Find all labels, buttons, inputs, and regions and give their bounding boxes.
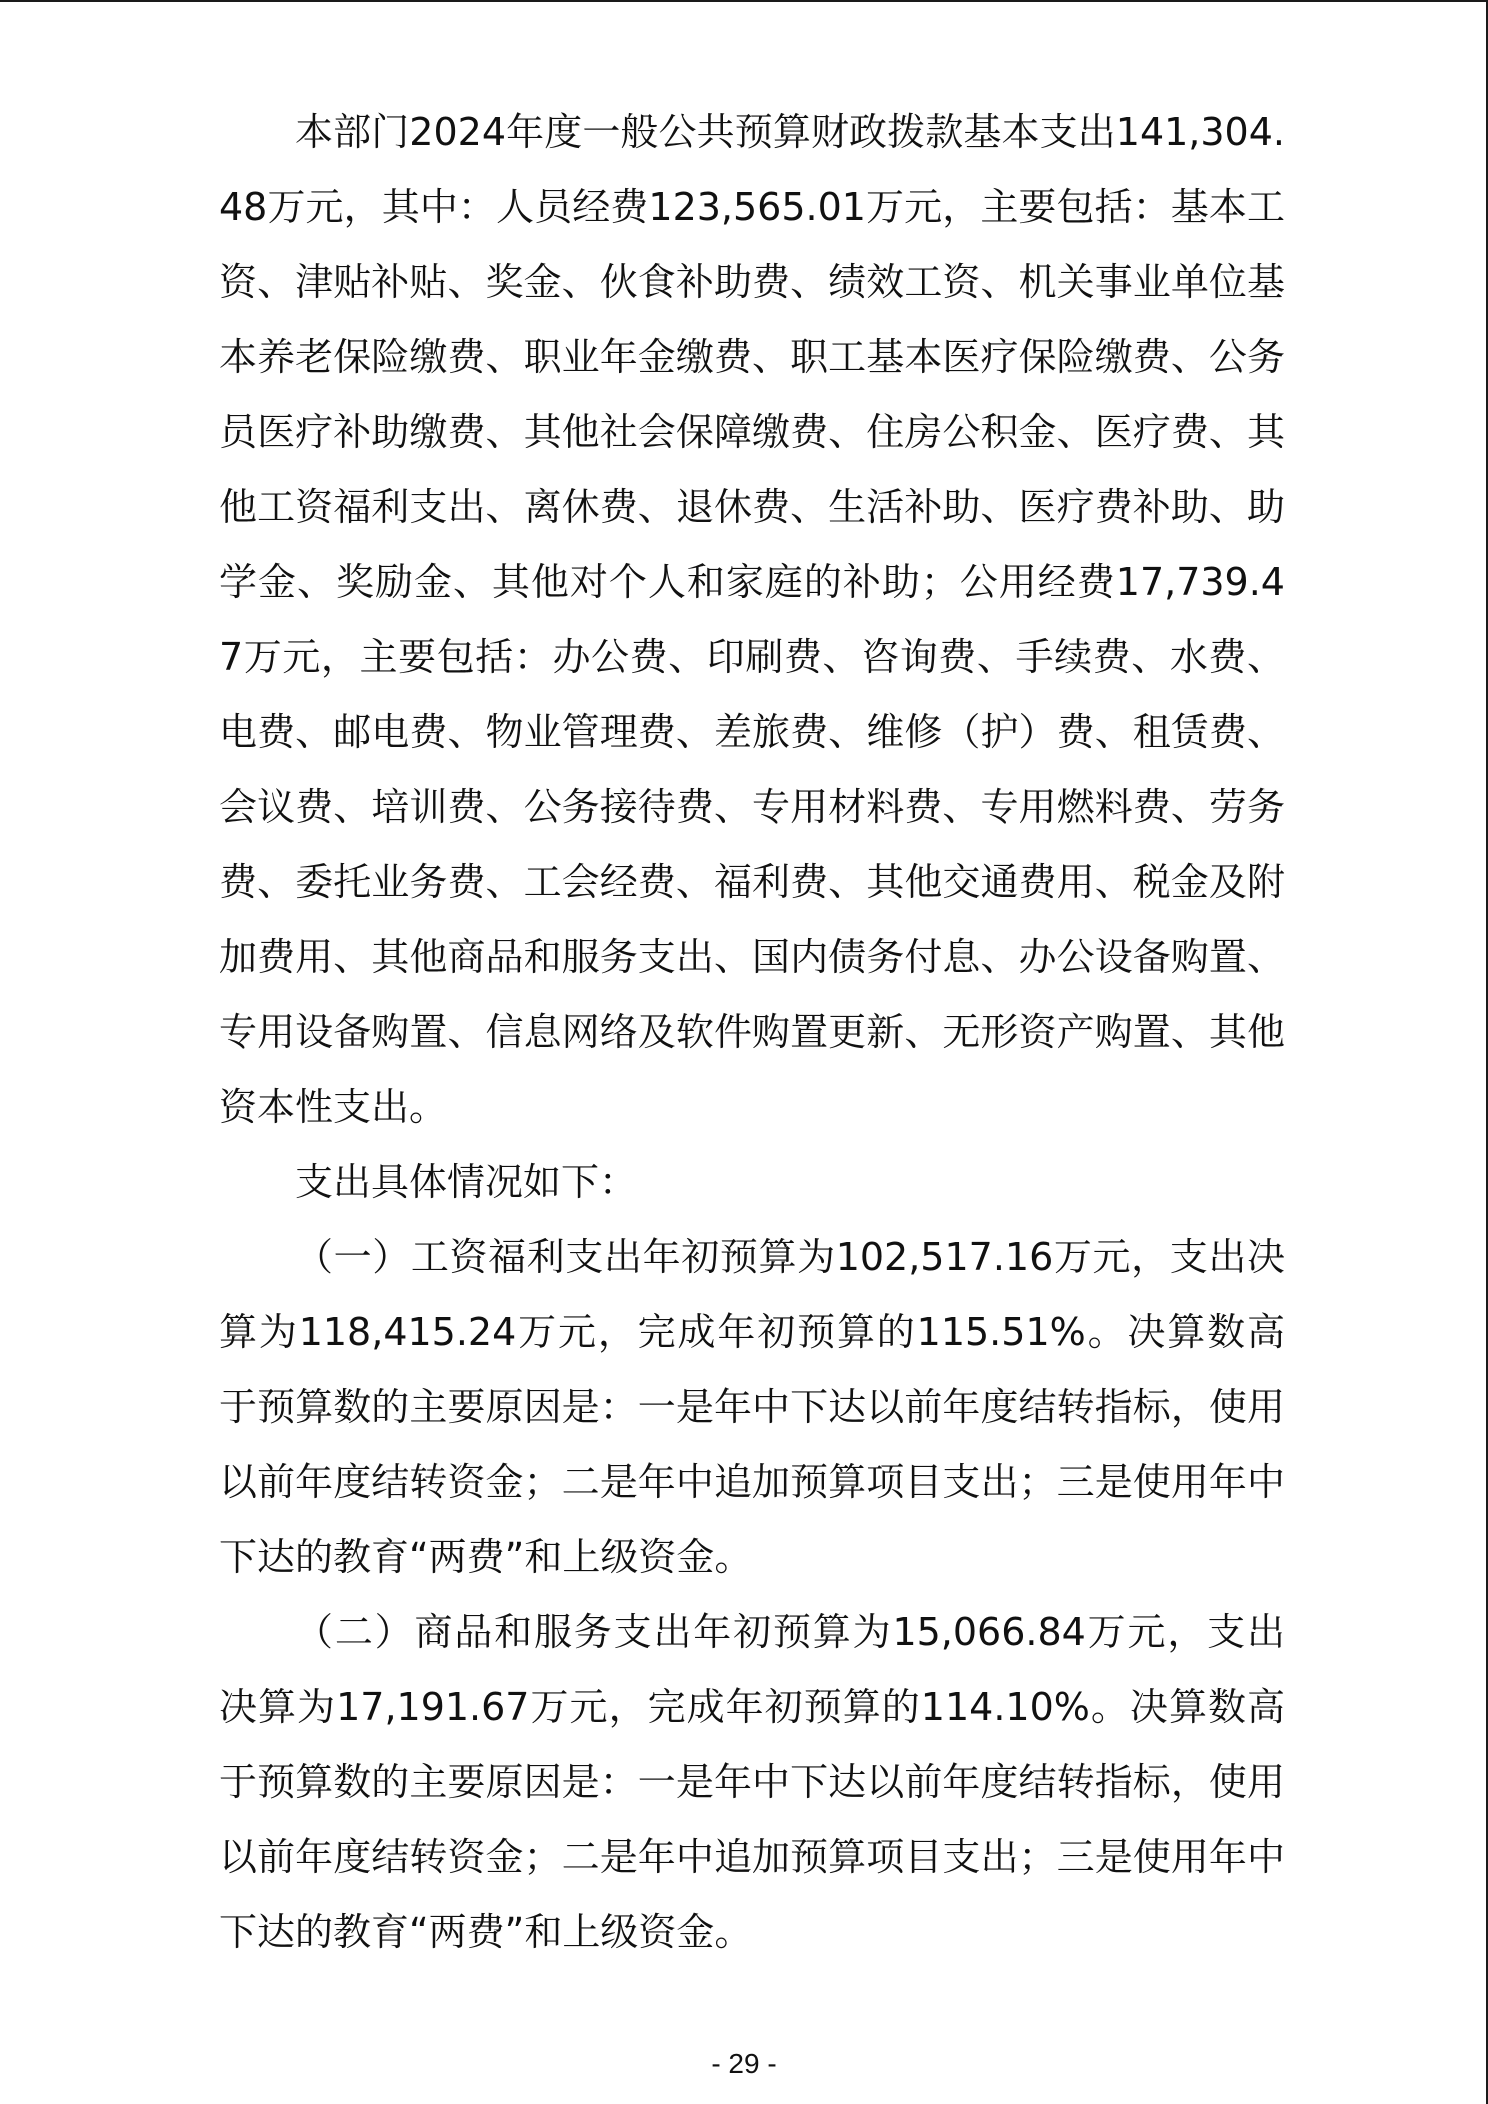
document-body xyxy=(219,95,1285,1970)
paragraph-goods-services: （二）商品和服务支出年初预算为15,066.84万元，支出决算为17,191.67万元，完成年初预算的114.10%。决算数高于预算数的主要原因是：一是年中下达以前年度结转指标，使用以前年度结转资金；二是年中追加预算项目支出；三是使用年中下达的教育“两费”和上级资金。 xyxy=(219,1610,1285,1954)
paragraph-salary-welfare: （一）工资福利支出年初预算为102,517.16万元，支出决算为118,415.24万元，完成年初预算的115.51%。决算数高于预算数的主要原因是：一是年中下达以前年度结转指标，使用以前年度结转资金；二是年中追加预算项目支出；三是使用年中下达的教育“两费”和上级资金。 xyxy=(219,1235,1285,1579)
paragraph-details-intro: 支出具体情况如下： xyxy=(295,1160,638,1204)
paragraph-basic-expenditure: 本部门2024年度一般公共预算财政拨款基本支出141,304.48万元，其中：人员经费123,565.01万元，主要包括：基本工资、津贴补贴、奖金、伙食补助费、绩效工资、机关事业单位基本养老保险缴费、职业年金缴费、职工基本医疗保险缴费、公务员医疗补助缴费、其他社会保障缴费、住房公积金、医疗费、其他工资福利支出、离休费、退休费、生活补助、医疗费补助、助学金、奖励金、其他对个人和家庭的补助；公用经费17,739.47万元，主要包括：办公费、印刷费、咨询费、手续费、水费、电费、邮电费、物业管理费、差旅费、维修（护）费、租赁费、会议费、培训费、公务接待费、专用材料费、专用燃料费、劳务费、委托业务费、工会经费、福利费、其他交通费用、税金及附加费用、其他商品和服务支出、国内债务付息、办公设备购置、专用设备购置、信息网络及软件购置更新、无形资产购置、其他资本性支出。 xyxy=(219,110,1285,1129)
page-number: - 29 - xyxy=(711,2048,777,2079)
